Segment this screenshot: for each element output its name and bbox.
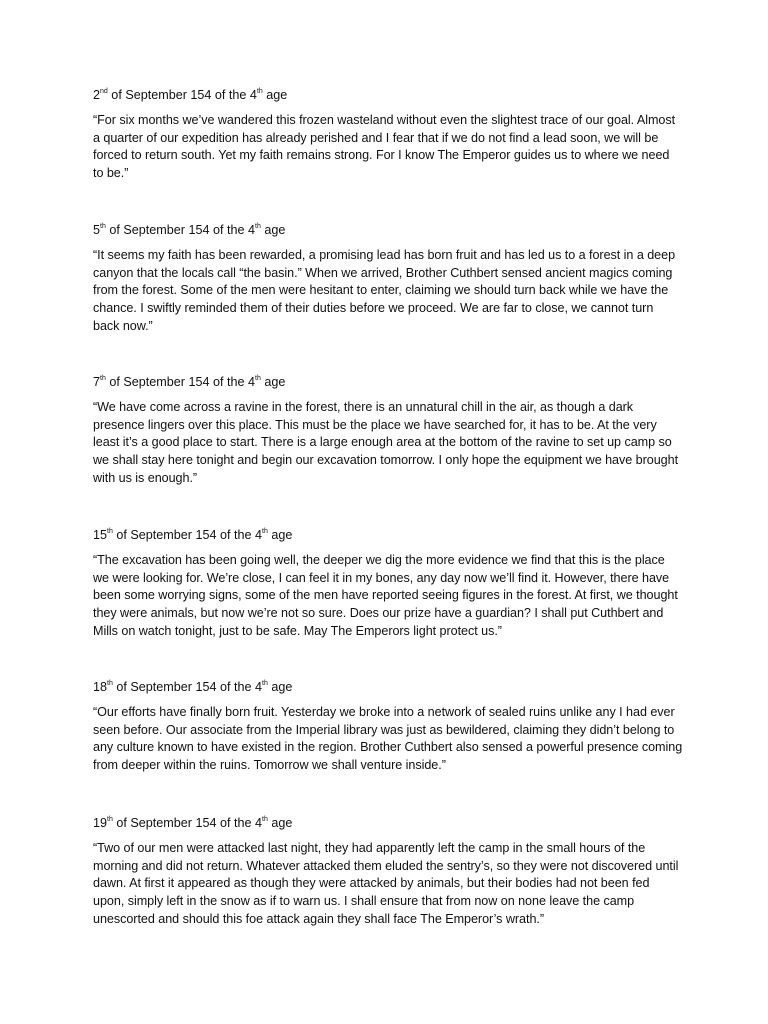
entry-day: 5 <box>93 223 101 237</box>
entry-age-word: age <box>260 375 286 389</box>
journal-entry <box>93 373 683 488</box>
age-ordinal-suffix: th <box>262 815 268 823</box>
day-ordinal-suffix: th <box>100 222 106 230</box>
entry-date <box>93 86 683 104</box>
entry-day: 15 <box>93 528 108 542</box>
entry-month-year: of September 154 of the 4 <box>112 816 262 830</box>
day-ordinal-suffix: nd <box>100 87 108 95</box>
entry-day: 7 <box>93 375 101 389</box>
age-ordinal-suffix: th <box>262 679 268 687</box>
entry-month-year: of September 154 of the 4 <box>107 88 257 102</box>
day-ordinal-suffix: th <box>107 679 113 687</box>
day-ordinal-suffix: th <box>100 374 106 382</box>
entry-date <box>93 678 683 696</box>
entry-text: “It seems my faith has been rewarded, a promising lead has born fruit and has led us to a forest in a deep canyon that the locals call “the basin.” When we arrived, Brother Cuthbert sensed ancient magics coming from the forest. Some of the men were hesitant to enter, claiming we should turn back while we have the chance. I swiftly reminded them of their duties before we proceed. We are far to close, we cannot turn back now.” <box>93 248 676 333</box>
entry-text: “For six months we’ve wandered this frozen wasteland without even the slightest trace of our goal. Almost a quarter of our expedition has already perished and I fear that if we do not find a lead soon, we will be forced to return south. Yet my faith remains strong. For I know The Emperor guides us to where we need to be.” <box>93 113 676 181</box>
day-ordinal-suffix: th <box>107 815 113 823</box>
journal-entry <box>93 526 683 641</box>
entry-date <box>93 526 683 544</box>
journal-entry <box>93 86 683 183</box>
entry-text: “Two of our men were attacked last night, they had apparently left the camp in the small hours of the morning and did not return. Whatever attacked them eluded the sentry’s, so they were not discovered until dawn. At first it appeared as though they were attacked by animals, but their bodies had not been fed upon, simply left in the snow as if to warn us. I shall ensure that from now on none leave the camp unescorted and should this foe attack again they shall face The Emperor’s wrath.” <box>93 841 679 926</box>
journal-entry <box>93 221 683 336</box>
entry-text: “We have come across a ravine in the forest, there is an unnatural chill in the air, as though a dark presence lingers over this place. This must be the place we have searched for, it has to be. At the very least it’s a good place to start. There is a large enough area at the bottom of the ravine to set up camp so we shall stay here tonight and begin our excavation tomorrow. I only hope the equipment we have brought with us is enough.” <box>93 400 679 485</box>
entry-text: “Our efforts have finally born fruit. Yesterday we broke into a network of sealed ruins unlike any I had ever seen before. Our associate from the Imperial library was just as bewildered, claiming they didn’t belong to any culture known to have existed in the region. Brother Cuthbert also sensed a powerful presence coming from deeper within the ruins. Tomorrow we shall venture inside.” <box>93 705 683 773</box>
journal-entry <box>93 678 683 775</box>
entry-day: 18 <box>93 680 108 694</box>
age-ordinal-suffix: th <box>255 222 261 230</box>
entry-month-year: of September 154 of the 4 <box>105 223 255 237</box>
entry-age-word: age <box>262 88 288 102</box>
entry-age-word: age <box>267 528 293 542</box>
journal-entry <box>93 814 683 929</box>
entry-text: “The excavation has been going well, the deeper we dig the more evidence we find that this is the place we were looking for. We’re close, I can feel it in my bones, any day now we’ll find it. However, there have been some worrying signs, some of the men have reported seeing figures in the forest. At first, we thought they were animals, but now we’re not so sure. Does our prize have a guardian? I shall put Cuthbert and Mills on watch tonight, just to be safe. May The Emperors light protect us.” <box>93 553 678 638</box>
entry-date <box>93 814 683 832</box>
age-ordinal-suffix: th <box>255 374 261 382</box>
age-ordinal-suffix: th <box>262 527 268 535</box>
entry-date <box>93 221 683 239</box>
entry-age-word: age <box>267 816 293 830</box>
day-ordinal-suffix: th <box>107 527 113 535</box>
entry-day: 19 <box>93 816 108 830</box>
entry-date <box>93 373 683 391</box>
entry-month-year: of September 154 of the 4 <box>105 375 255 389</box>
entry-month-year: of September 154 of the 4 <box>112 680 262 694</box>
entry-month-year: of September 154 of the 4 <box>112 528 262 542</box>
entry-day: 2 <box>93 88 101 102</box>
entry-age-word: age <box>260 223 286 237</box>
age-ordinal-suffix: th <box>256 87 263 95</box>
entry-age-word: age <box>267 680 293 694</box>
